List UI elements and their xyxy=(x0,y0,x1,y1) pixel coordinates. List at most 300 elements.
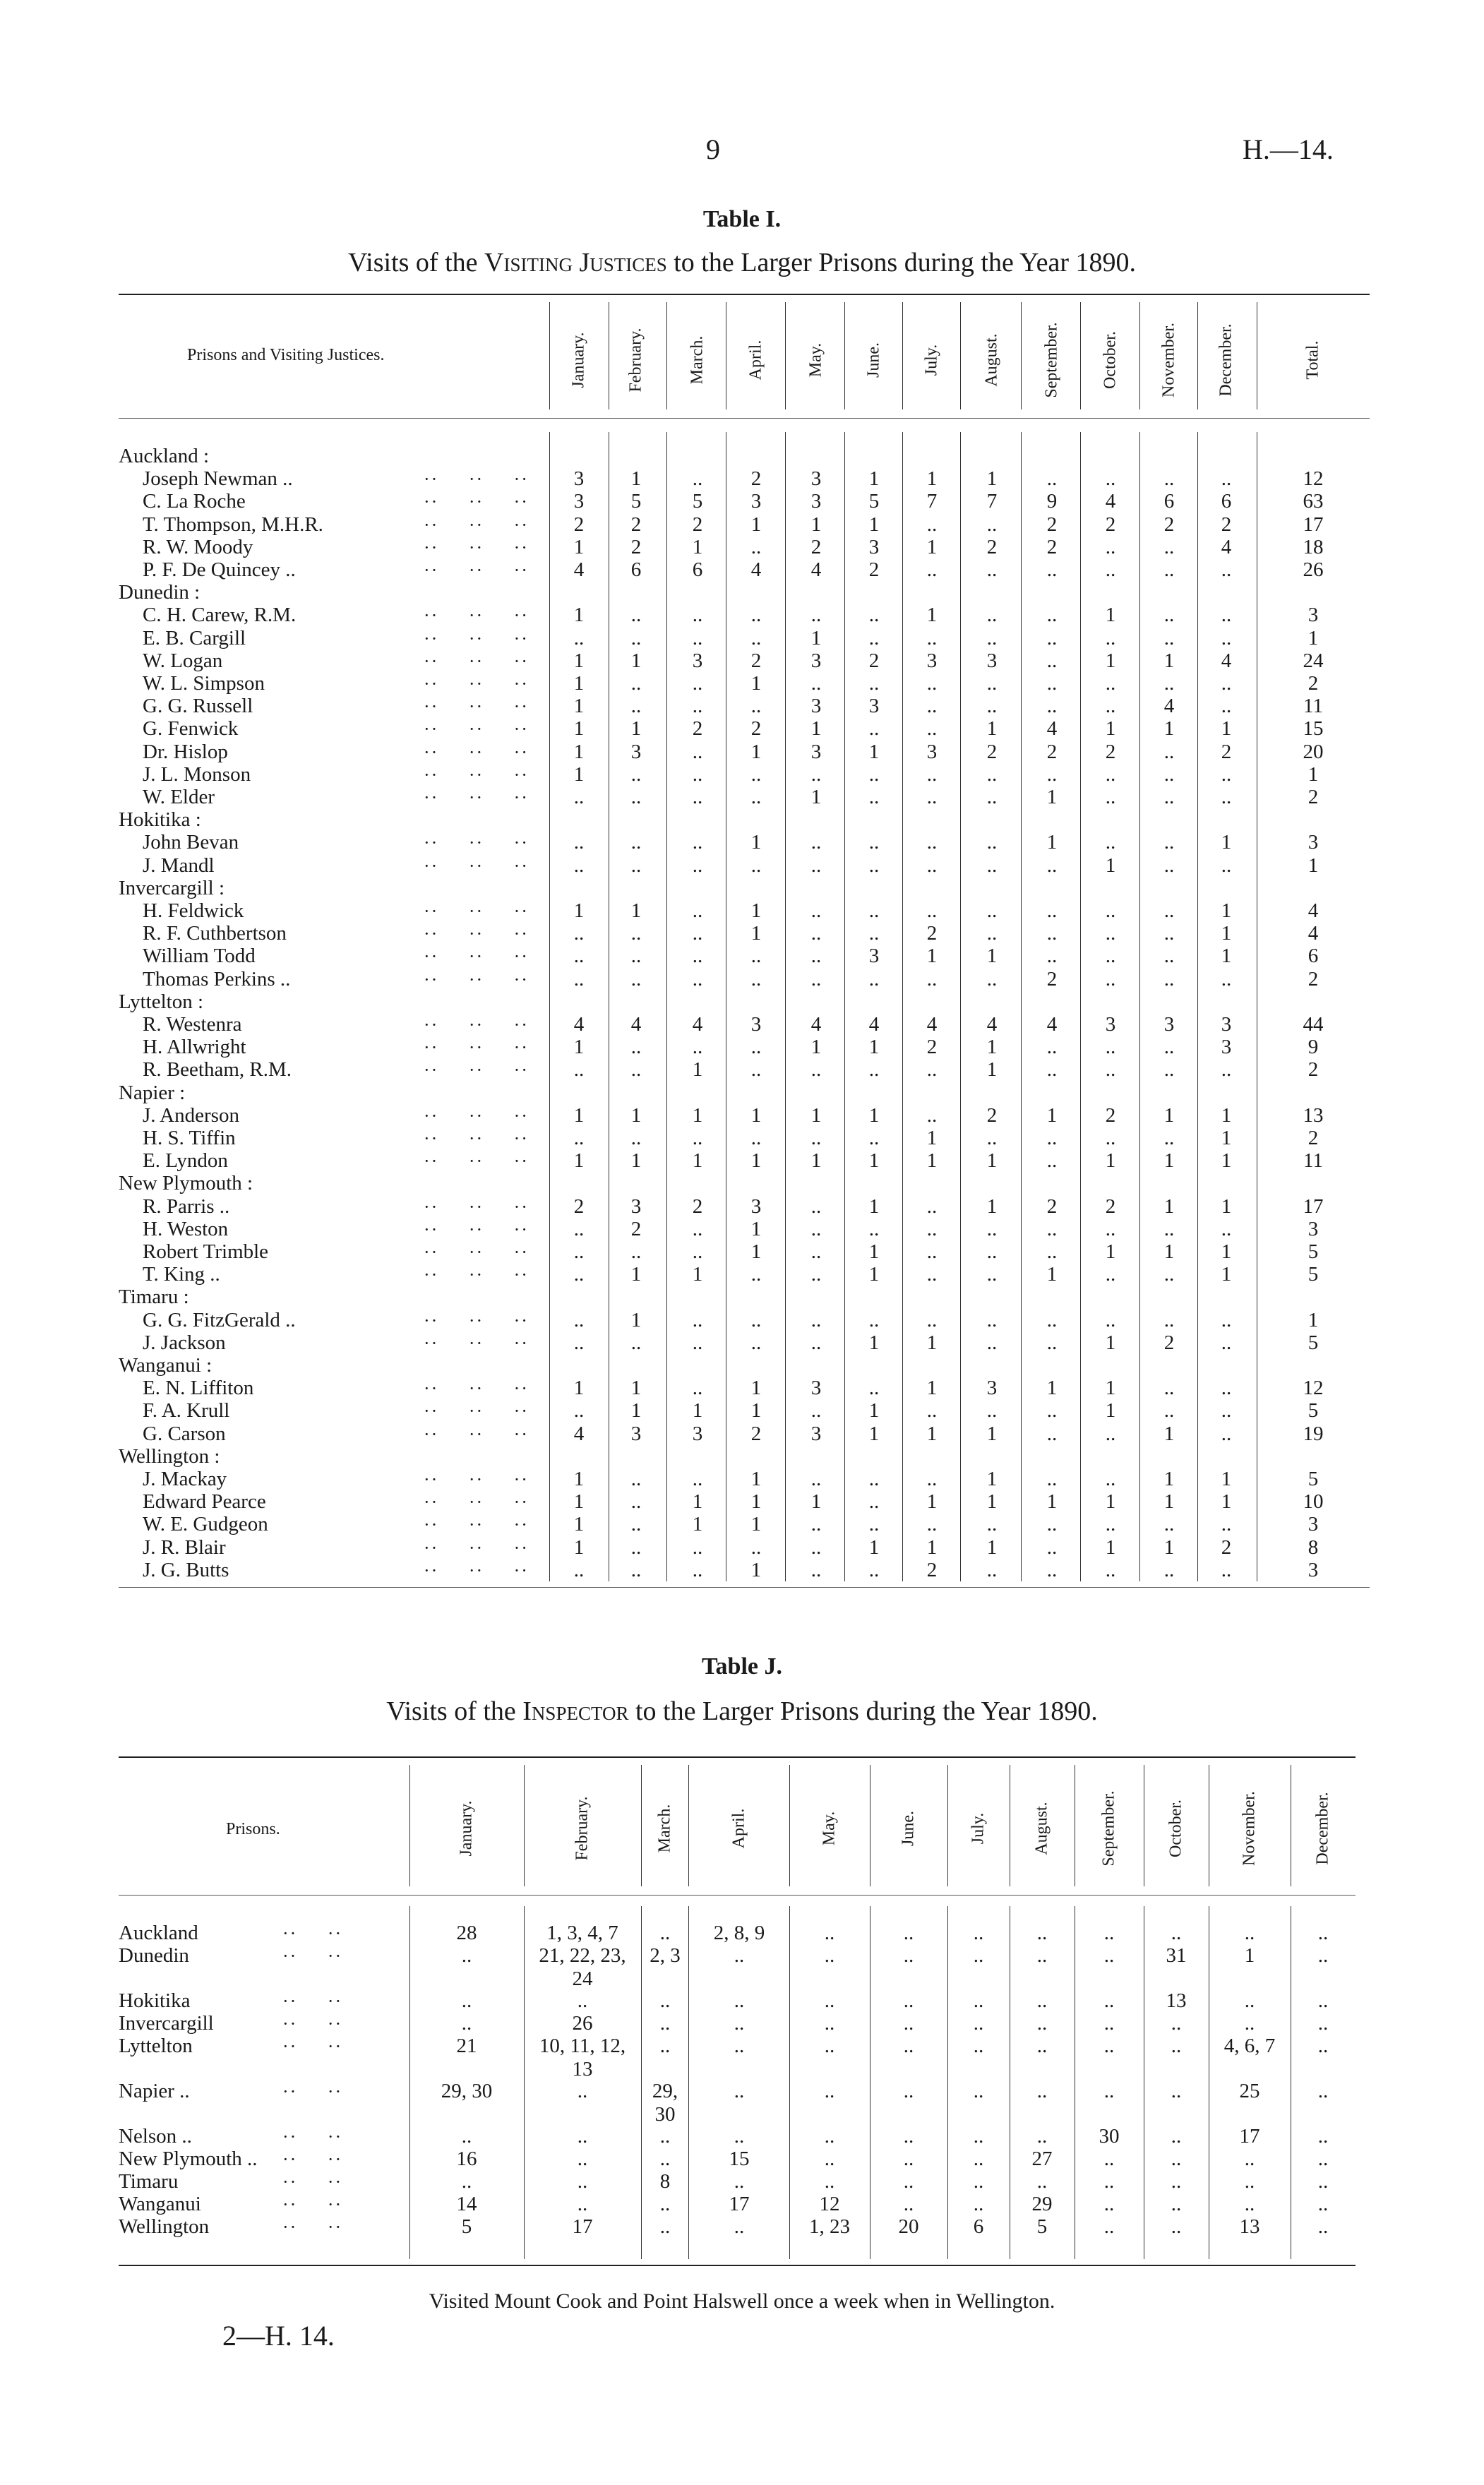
table-i-justice-name: W. E. Gudgeon xyxy=(143,1513,268,1536)
table-i-cell: 1 xyxy=(1163,1468,1175,1490)
table-j-cell: .. xyxy=(824,2170,835,2193)
table-i-cell: 1 xyxy=(1308,626,1319,649)
table-i-cell: 1 xyxy=(750,831,762,854)
table-j-column-separator xyxy=(524,1765,525,1886)
table-i-cell: 1 xyxy=(810,1149,822,1173)
table-j-cell: .. xyxy=(1317,2193,1329,2215)
table-i-cell: 18 xyxy=(1303,535,1324,558)
table-j-header-rule xyxy=(119,1895,1356,1896)
table-j-cell: .. xyxy=(1036,1922,1048,1944)
dot-leader: ·· ·· ·· xyxy=(424,741,529,762)
table-i-cell: 1 xyxy=(630,899,642,922)
table-j-cell: .. xyxy=(973,2125,984,2148)
table-j-subtitle xyxy=(0,1696,1484,1727)
table-i-cell: 1 xyxy=(868,513,880,536)
table-i-cell: .. xyxy=(810,1263,822,1286)
table-i-justice-name: William Todd xyxy=(143,945,256,968)
table-j-cell: .. xyxy=(461,2125,472,2148)
table-j-cell: .. xyxy=(461,1944,472,1967)
table-j-prison-name: Auckland xyxy=(119,1922,198,1944)
table-i-cell: .. xyxy=(1046,1535,1058,1559)
table-j-cell: 4, 6, 7 xyxy=(1223,2035,1276,2057)
table-i-cell: .. xyxy=(1046,1558,1058,1581)
dot-leader: ·· ·· ·· xyxy=(424,1514,529,1535)
table-i-cell: 3 xyxy=(926,740,938,763)
table-i-cell: .. xyxy=(630,1127,642,1149)
table-j-cell: 17 xyxy=(572,2215,593,2238)
table-i-cell: 1 xyxy=(1221,1490,1232,1514)
table-j-cell: .. xyxy=(1317,2080,1329,2102)
table-j-cell: .. xyxy=(824,2080,835,2102)
dot-leader: ·· ·· ·· xyxy=(424,469,529,490)
table-i-cell: 2 xyxy=(926,1036,938,1059)
table-j-cell: .. xyxy=(1103,1944,1115,1967)
table-i-cell: 2 xyxy=(1046,967,1058,990)
table-i-cell: 11 xyxy=(1303,695,1323,718)
dot-leader: ·· ·· ·· xyxy=(424,1423,529,1444)
table-i-column-header: December. xyxy=(1216,323,1235,397)
table-j-prison-name: Napier .. xyxy=(119,2080,190,2102)
table-i-cell: .. xyxy=(810,1331,822,1354)
table-j-prison-name: Hokitika xyxy=(119,1989,191,2012)
table-i-cell: .. xyxy=(986,1217,998,1240)
table-i-cell: .. xyxy=(630,786,642,808)
table-i-cell: 2 xyxy=(630,513,642,536)
table-i-cell: .. xyxy=(1163,967,1175,990)
table-i-cell: 3 xyxy=(1308,831,1319,854)
table-i-cell: .. xyxy=(926,1468,938,1490)
table-i-cell: 4 xyxy=(1105,490,1116,513)
table-i-cell: 1 xyxy=(750,1513,762,1536)
table-i-cell: 4 xyxy=(1221,649,1232,672)
table-i-cell: .. xyxy=(630,672,642,695)
table-i-cell: .. xyxy=(1105,672,1116,695)
table-j-prison-name: New Plymouth .. xyxy=(119,2148,258,2170)
table-i-column-header: August. xyxy=(982,333,1001,387)
dot-leader: ·· ·· ·· xyxy=(424,1014,529,1035)
table-i-cell: .. xyxy=(926,672,938,695)
table-i-cell: 2 xyxy=(1105,1103,1116,1127)
table-i-cell: .. xyxy=(750,1263,762,1286)
table-i-cell: .. xyxy=(1105,1468,1116,1490)
table-i-cell: 1 xyxy=(1308,854,1319,877)
table-i-cell: .. xyxy=(750,786,762,808)
table-i-cell: 12 xyxy=(1303,467,1324,491)
table-j-column-separator xyxy=(688,1765,689,1886)
table-j-column-separator xyxy=(641,1765,642,1886)
table-i-justice-name: W. Elder xyxy=(143,786,215,808)
table-j-cell: .. xyxy=(1244,2012,1255,2035)
table-i-cell: 1 xyxy=(1046,1263,1058,1286)
dot-leader: ·· ·· ·· xyxy=(424,1242,529,1262)
table-i-cell: 4 xyxy=(692,1013,703,1036)
table-i-cell: .. xyxy=(810,1217,822,1240)
table-j-cell: .. xyxy=(577,2125,588,2148)
table-i-cell: .. xyxy=(1163,1399,1175,1423)
table-i-cell: 2 xyxy=(750,467,762,491)
table-j-cell: .. xyxy=(1036,1989,1048,2012)
table-i-cell: 2 xyxy=(630,535,642,558)
table-i-cell: .. xyxy=(1221,1513,1232,1536)
table-i-cell: 1 xyxy=(750,1240,762,1263)
table-j-cell: .. xyxy=(461,2012,472,2035)
table-i-justice-name: Thomas Perkins .. xyxy=(143,967,291,990)
table-i-cell: .. xyxy=(986,922,998,945)
table-i-cell: .. xyxy=(810,1558,822,1581)
table-j-cell: .. xyxy=(903,2125,914,2148)
table-i-cell: .. xyxy=(810,967,822,990)
table-j-column-separator xyxy=(409,1765,410,1886)
table-i-cell: .. xyxy=(1046,695,1058,718)
table-i-justice-name: J. Anderson xyxy=(143,1103,239,1127)
table-i-cell: 3 xyxy=(1105,1013,1116,1036)
table-i-cell: 1 xyxy=(573,649,585,672)
table-i-cell: .. xyxy=(1105,1558,1116,1581)
table-i-cell: .. xyxy=(750,626,762,649)
dot-leader: ·· ·· ·· xyxy=(424,923,529,945)
dot-leader: ·· ·· ·· xyxy=(424,1264,529,1286)
table-j-cell: .. xyxy=(659,2193,671,2215)
table-j-cell: .. xyxy=(1317,1944,1329,1967)
table-j-column-header: August. xyxy=(1032,1802,1051,1855)
table-j-column-separator xyxy=(688,1906,689,2259)
table-j-cell: .. xyxy=(973,2148,984,2170)
table-i-cell: 1 xyxy=(1221,945,1232,968)
table-i-cell: 1 xyxy=(926,1331,938,1354)
table-i-cell: .. xyxy=(1046,1468,1058,1490)
table-i-cell: 3 xyxy=(630,740,642,763)
table-j-cell: .. xyxy=(973,2035,984,2057)
table-i-cell: 1 xyxy=(1046,1377,1058,1400)
table-i-cell: 1 xyxy=(926,1149,938,1173)
table-i-cell: .. xyxy=(868,762,880,786)
table-j-cell: .. xyxy=(1317,2035,1329,2057)
table-i-justice-name: Robert Trimble xyxy=(143,1240,269,1263)
dot-leader: ·· ·· ·· xyxy=(424,605,529,626)
table-i-cell: .. xyxy=(1221,672,1232,695)
table-i-cell: 1 xyxy=(750,513,762,536)
table-i-cell: 1 xyxy=(1221,1468,1232,1490)
table-i-column-separator xyxy=(1197,302,1198,409)
table-i-cell: 1 xyxy=(750,922,762,945)
dot-leader: ·· ·· ·· xyxy=(424,628,529,649)
table-i-cell: .. xyxy=(573,967,585,990)
table-i-cell: 1 xyxy=(573,1036,585,1059)
table-i-cell: 1 xyxy=(692,535,703,558)
table-i-cell: .. xyxy=(750,854,762,877)
table-j-cell: .. xyxy=(1171,2148,1182,2170)
table-i-column-header: July. xyxy=(922,344,941,376)
table-i-cell: .. xyxy=(630,626,642,649)
table-i-cell: .. xyxy=(926,1058,938,1082)
table-i-cell: 20 xyxy=(1303,740,1324,763)
table-i-justice-name: C. La Roche xyxy=(143,490,246,513)
table-i-cell: 3 xyxy=(810,490,822,513)
table-i-cell: 2 xyxy=(868,649,880,672)
table-i-cell: .. xyxy=(1046,945,1058,968)
table-j-cell: 21, 22, 23, 24 xyxy=(539,1944,626,1990)
table-i-cell: .. xyxy=(1046,1513,1058,1536)
table-i-cell: .. xyxy=(926,1194,938,1218)
table-i-cell: .. xyxy=(1163,786,1175,808)
table-j-cell: 6 xyxy=(973,2215,984,2238)
table-j-cell: .. xyxy=(1103,2080,1115,2102)
table-i-cell: 1 xyxy=(573,672,585,695)
table-j-cell: .. xyxy=(824,2035,835,2057)
table-j-cell: .. xyxy=(1171,2125,1182,2148)
table-i-cell: 1 xyxy=(1046,1103,1058,1127)
table-i-cell: 1 xyxy=(630,649,642,672)
table-i-cell: 2 xyxy=(1163,513,1175,536)
table-j-column-separator xyxy=(789,1906,790,2259)
table-i-cell: .. xyxy=(692,786,703,808)
table-j-cell: .. xyxy=(903,2035,914,2057)
table-i-cell: 4 xyxy=(926,1013,938,1036)
table-j-bottom-rule xyxy=(119,2265,1356,2266)
table-i-cell: 1 xyxy=(1221,1194,1232,1218)
table-i-cell: .. xyxy=(1046,899,1058,922)
table-i-cell: 1 xyxy=(1163,1490,1175,1514)
table-i-cell: .. xyxy=(868,854,880,877)
table-i-cell: .. xyxy=(1105,922,1116,945)
table-i-cell: .. xyxy=(630,604,642,627)
table-j-cell: .. xyxy=(1317,1922,1329,1944)
table-i-cell: 1 xyxy=(1221,1263,1232,1286)
table-i-cell: .. xyxy=(926,786,938,808)
table-j-cell: .. xyxy=(1103,2035,1115,2057)
table-i-justice-name: G. Carson xyxy=(143,1422,226,1445)
table-i-cell: 3 xyxy=(868,695,880,718)
table-i-group-label: Hokitika : xyxy=(119,808,201,832)
table-i-column-separator xyxy=(549,432,550,1581)
table-i-justice-name: G. G. Russell xyxy=(143,695,253,718)
table-i-cell: .. xyxy=(750,1535,762,1559)
table-i-cell: .. xyxy=(630,945,642,968)
table-i-column-header: September. xyxy=(1042,322,1061,398)
table-i-cell: .. xyxy=(1105,1513,1116,1536)
table-i-cell: .. xyxy=(926,1217,938,1240)
table-i-cell: 1 xyxy=(692,1399,703,1423)
table-i-cell: 2 xyxy=(1105,740,1116,763)
table-i-cell: .. xyxy=(1221,1422,1232,1445)
table-i-cell: .. xyxy=(1046,1127,1058,1149)
table-j-subtitle-prefix: Visits of the xyxy=(386,1696,523,1726)
table-i-cell: .. xyxy=(573,831,585,854)
table-i-cell: .. xyxy=(1046,604,1058,627)
table-i-cell: .. xyxy=(1046,854,1058,877)
table-i-cell: 3 xyxy=(1308,1558,1319,1581)
table-i-cell: .. xyxy=(986,1308,998,1331)
table-i-cell: .. xyxy=(868,1513,880,1536)
table-j-cell: .. xyxy=(1103,2170,1115,2193)
table-i-cell: 1 xyxy=(1105,604,1116,627)
table-i-cell: .. xyxy=(1046,626,1058,649)
table-j-cell: .. xyxy=(577,2148,588,2170)
table-i-cell: .. xyxy=(1046,1308,1058,1331)
table-j-column-header: January. xyxy=(457,1800,476,1857)
table-i-cell: .. xyxy=(868,1377,880,1400)
dot-leader: ·· ·· ·· xyxy=(424,1469,529,1490)
table-i-cell: .. xyxy=(926,1399,938,1423)
table-j-cell: 13 xyxy=(1166,1989,1187,2012)
table-i-group-label: Wanganui : xyxy=(119,1354,213,1377)
table-i-cell: 2 xyxy=(1163,1331,1175,1354)
table-i-cell: .. xyxy=(986,786,998,808)
dot-leader: ·· ·· xyxy=(282,2194,343,2215)
table-i-cell: 6 xyxy=(692,558,703,581)
table-i-cell: .. xyxy=(868,922,880,945)
table-i-cell: .. xyxy=(926,513,938,536)
table-i-cell: .. xyxy=(750,967,762,990)
table-i-justice-name: R. Beetham, R.M. xyxy=(143,1058,292,1082)
table-i-cell: 4 xyxy=(1046,717,1058,741)
table-i-cell: .. xyxy=(1221,695,1232,718)
table-i-cell: .. xyxy=(1221,854,1232,877)
table-i-cell: .. xyxy=(1163,535,1175,558)
table-i-cell: 4 xyxy=(573,1422,585,1445)
table-i-cell: .. xyxy=(573,854,585,877)
dot-leader: ·· ·· ·· xyxy=(424,537,529,558)
table-i-justice-name: T. King .. xyxy=(143,1263,220,1286)
table-i-cell: 2 xyxy=(692,717,703,741)
table-j-cell: .. xyxy=(903,2012,914,2035)
table-i-cell: .. xyxy=(1105,558,1116,581)
table-i-cell: .. xyxy=(573,1127,585,1149)
table-j-cell: .. xyxy=(577,2170,588,2193)
table-i-cell: 1 xyxy=(692,1490,703,1514)
table-i-header-rule xyxy=(119,418,1370,419)
table-i-cell: .. xyxy=(750,1127,762,1149)
table-i-column-separator xyxy=(1139,302,1140,409)
table-i-cell: 2 xyxy=(1046,1194,1058,1218)
table-i-column-header: April. xyxy=(746,340,765,381)
table-i-cell: 1 xyxy=(1105,1490,1116,1514)
table-i-cell: .. xyxy=(1105,945,1116,968)
table-i-cell: 5 xyxy=(1308,1263,1319,1286)
table-i-cell: .. xyxy=(1221,467,1232,491)
table-j-cell: .. xyxy=(973,1989,984,2012)
dot-leader: ·· ·· ·· xyxy=(424,560,529,580)
table-i-cell: .. xyxy=(986,626,998,649)
table-i-cell: 2 xyxy=(1308,1127,1319,1149)
dot-leader: ·· ·· ·· xyxy=(424,1037,529,1058)
table-j-cell: .. xyxy=(903,2193,914,2215)
table-i-cell: .. xyxy=(750,695,762,718)
table-i-cell: .. xyxy=(1221,1377,1232,1400)
table-i-subtitle-prefix: Visits of the xyxy=(348,248,485,277)
table-j-cell: .. xyxy=(1171,2170,1182,2193)
table-i-group-label: Auckland : xyxy=(119,445,210,467)
table-i-cell: 1 xyxy=(926,604,938,627)
table-j-cell: .. xyxy=(1103,1922,1115,1944)
table-i-cell: 4 xyxy=(986,1013,998,1036)
dot-leader: ·· ·· xyxy=(282,2149,343,2169)
dot-leader: ·· ·· ·· xyxy=(424,1218,529,1240)
table-i-group-label: Timaru : xyxy=(119,1286,189,1309)
table-i-cell: .. xyxy=(692,1036,703,1059)
table-i-cell: 3 xyxy=(573,490,585,513)
table-j-column-separator xyxy=(789,1765,790,1886)
table-i-justice-name: J. R. Blair xyxy=(143,1535,226,1559)
table-j-cell: .. xyxy=(1317,2125,1329,2148)
table-i-cell: 1 xyxy=(986,1194,998,1218)
table-i-cell: 2 xyxy=(1046,535,1058,558)
table-i-cell: 6 xyxy=(1308,945,1319,968)
table-j-cell: .. xyxy=(973,2080,984,2102)
table-i-cell: 4 xyxy=(630,1013,642,1036)
table-i-cell: .. xyxy=(692,899,703,922)
table-j-cell: .. xyxy=(1171,2215,1182,2238)
table-i-cell: 1 xyxy=(573,695,585,718)
table-i-column-separator xyxy=(960,432,961,1581)
table-i-cell: .. xyxy=(1046,649,1058,672)
table-i-cell: .. xyxy=(692,695,703,718)
table-i-justice-name: R. F. Cuthbertson xyxy=(143,922,287,945)
table-i-cell: 1 xyxy=(1308,762,1319,786)
table-i-justice-name: R. Westenra xyxy=(143,1013,242,1036)
table-i-cell: 3 xyxy=(1308,604,1319,627)
table-i-cell: 12 xyxy=(1303,1377,1324,1400)
table-i-cell: .. xyxy=(1163,762,1175,786)
table-i-cell: .. xyxy=(1046,467,1058,491)
table-j-cell: .. xyxy=(973,2193,984,2215)
table-j-cell: .. xyxy=(1317,2170,1329,2193)
table-i-cell: 1 xyxy=(926,535,938,558)
table-j-column-header: December. xyxy=(1313,1792,1332,1865)
table-i-cell: 1 xyxy=(630,467,642,491)
table-j-cell: .. xyxy=(824,1989,835,2012)
table-i-cell: 1 xyxy=(1105,1399,1116,1423)
table-i-cell: 3 xyxy=(1308,1513,1319,1536)
table-i-cell: 4 xyxy=(1308,922,1319,945)
table-i-cell: 1 xyxy=(868,1103,880,1127)
table-i-justice-name: Dr. Hislop xyxy=(143,740,228,763)
table-i-column-separator xyxy=(1139,432,1140,1581)
table-i-cell: 11 xyxy=(1303,1149,1323,1173)
table-i-cell: 1 xyxy=(630,1399,642,1423)
table-i-cell: .. xyxy=(1163,854,1175,877)
table-i-cell: 5 xyxy=(1308,1468,1319,1490)
table-i-cell: 1 xyxy=(868,1149,880,1173)
table-i-cell: 1 xyxy=(1105,1535,1116,1559)
table-i-cell: .. xyxy=(1105,786,1116,808)
table-i-group-label: Invercargill : xyxy=(119,876,225,899)
table-j-column-header: February. xyxy=(573,1796,592,1861)
table-j-cell: 31 xyxy=(1166,1944,1187,1967)
table-j-cell: 17 xyxy=(729,2193,750,2215)
table-i-cell: 1 xyxy=(868,1535,880,1559)
table-j-column-separator xyxy=(524,1906,525,2259)
table-i-cell: .. xyxy=(630,1513,642,1536)
table-i-cell: .. xyxy=(926,717,938,741)
dot-leader: ·· ·· xyxy=(282,2217,343,2237)
table-i-cell: .. xyxy=(1163,1308,1175,1331)
table-i-subtitle-rest: to the Larger Prisons during the Year 1890. xyxy=(666,248,1136,277)
table-i-cell: .. xyxy=(692,1240,703,1263)
dot-leader: ·· ·· ·· xyxy=(424,764,529,785)
table-i-cell: 4 xyxy=(750,558,762,581)
table-i-cell: .. xyxy=(1105,626,1116,649)
table-i-cell: 1 xyxy=(926,1422,938,1445)
table-i-cell: 1 xyxy=(573,762,585,786)
table-i-column-separator xyxy=(844,432,845,1581)
table-i-column-separator xyxy=(1197,432,1198,1581)
dot-leader: ·· ·· ·· xyxy=(424,946,529,967)
table-i-cell: 2 xyxy=(1308,672,1319,695)
table-j-cell: .. xyxy=(1244,1922,1255,1944)
table-i-column-separator xyxy=(1080,302,1081,409)
table-i-cell: .. xyxy=(1163,1377,1175,1400)
